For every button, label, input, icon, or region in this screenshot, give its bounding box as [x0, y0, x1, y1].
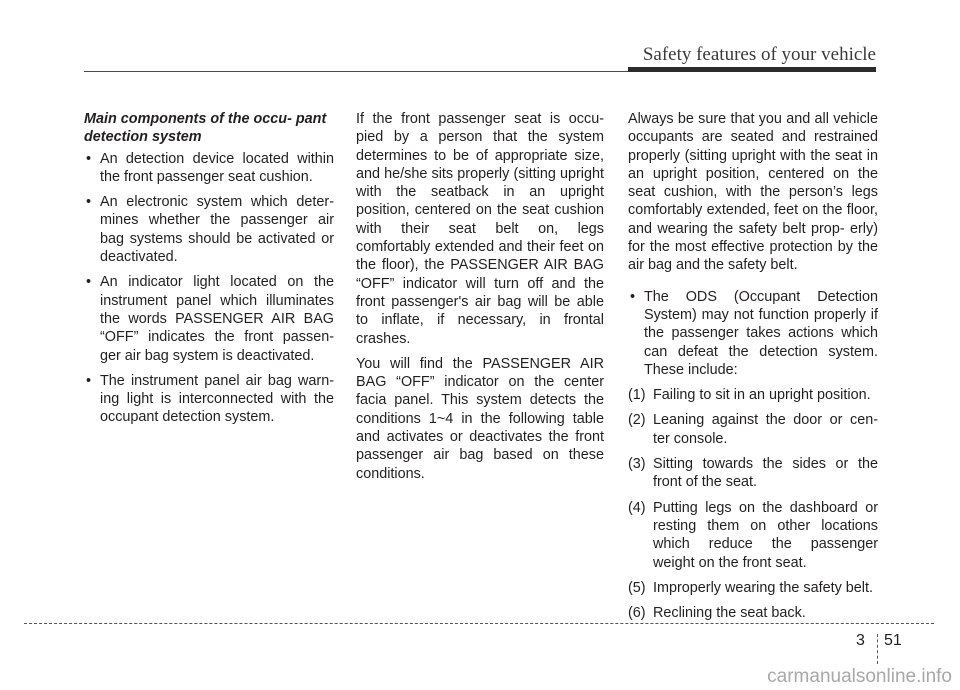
- item-text: Leaning against the door or cen- ter console.: [653, 412, 878, 447]
- components-list: [84, 150, 334, 427]
- footer-rule: [24, 623, 934, 624]
- item-text: Failing to sit in an upright position.: [653, 387, 871, 404]
- item-number: (1): [628, 387, 646, 404]
- item-number: (3): [628, 456, 646, 473]
- column-2: [356, 110, 604, 490]
- item-number: (4): [628, 499, 646, 516]
- item-text: Sitting towards the sides or the front of the seat.: [653, 456, 878, 491]
- list-item: [628, 579, 878, 597]
- item-number: (2): [628, 412, 646, 429]
- list-item: [628, 455, 878, 492]
- list-item: [628, 386, 878, 404]
- chapter-number: 3: [856, 632, 865, 649]
- item-text: Putting legs on the dashboard or resting them on other locations which reduce the passenger weight on the front seat.: [653, 499, 878, 571]
- paragraph: If the front passenger seat is occu- pied by a person that the system determines to be of appropriate size, and he/she sits properly (sitting upright with the seatback in an upright position, centered on the seat cushion with their seat belt on, legs comfortably extended and their feet on the floor), the PASSENGER AIR BAG “OFF” indicator will turn off and the front passenger's air bag will be able to inflate, if necessary, in frontal crashes.: [356, 111, 604, 347]
- column-1: [84, 110, 334, 434]
- section-title: Main components of the occu- pant detection system: [84, 111, 327, 146]
- list-item: • An electronic system which deter- mines whether the passenger air bag systems should be activated or deactivated.: [84, 193, 334, 266]
- list-item: [628, 604, 878, 622]
- item-number: (5): [628, 579, 646, 596]
- paragraph: You will find the PASSENGER AIR BAG “OFF” indicator on the center facia panel. This system detects the conditions 1~4 in the following table and activates or deactivates the front passenger air bag based on these conditions.: [356, 355, 604, 482]
- list-item: • The instrument panel air bag warn- ing light is interconnected with the occupant detection system.: [84, 372, 334, 427]
- intro-paragraph: Always be sure that you and all vehicle occupants are seated and restrained properly (sitting upright with the seat in an upright position, centered on the seat cushion, with the person’s legs comfortably extended, feet on the floor, and wearing the safety belt prop- erly) for the most effective protection by the air bag and the safety belt.: [628, 111, 878, 274]
- watermark: carmanualsonline.info: [767, 666, 952, 687]
- list-item: • The ODS (Occupant Detection System) may not function properly if the passenger takes actions which can defeat the detection system. These include:: [628, 288, 878, 379]
- list-item: [628, 411, 878, 448]
- list-item: • An indicator light located on the instrument panel which illuminates the words PASSENGER AIR BAG “OFF” indicates the front passen- ger air bag system is deactivated.: [84, 273, 334, 364]
- ods-note-list: [628, 288, 878, 379]
- conditions-list: [628, 386, 878, 622]
- item-text: Improperly wearing the safety belt.: [653, 579, 873, 596]
- column-3: [628, 110, 878, 629]
- page-header-title: Safety features of your vehicle: [642, 44, 876, 65]
- page-number: 51: [884, 632, 902, 649]
- list-item: [628, 499, 878, 572]
- header-rule-accent: [628, 67, 876, 72]
- list-item: • An detection device located within the front passenger seat cushion.: [84, 150, 334, 187]
- item-text: Reclining the seat back.: [653, 605, 806, 622]
- item-number: (6): [628, 605, 646, 622]
- footer-divider: [877, 634, 878, 664]
